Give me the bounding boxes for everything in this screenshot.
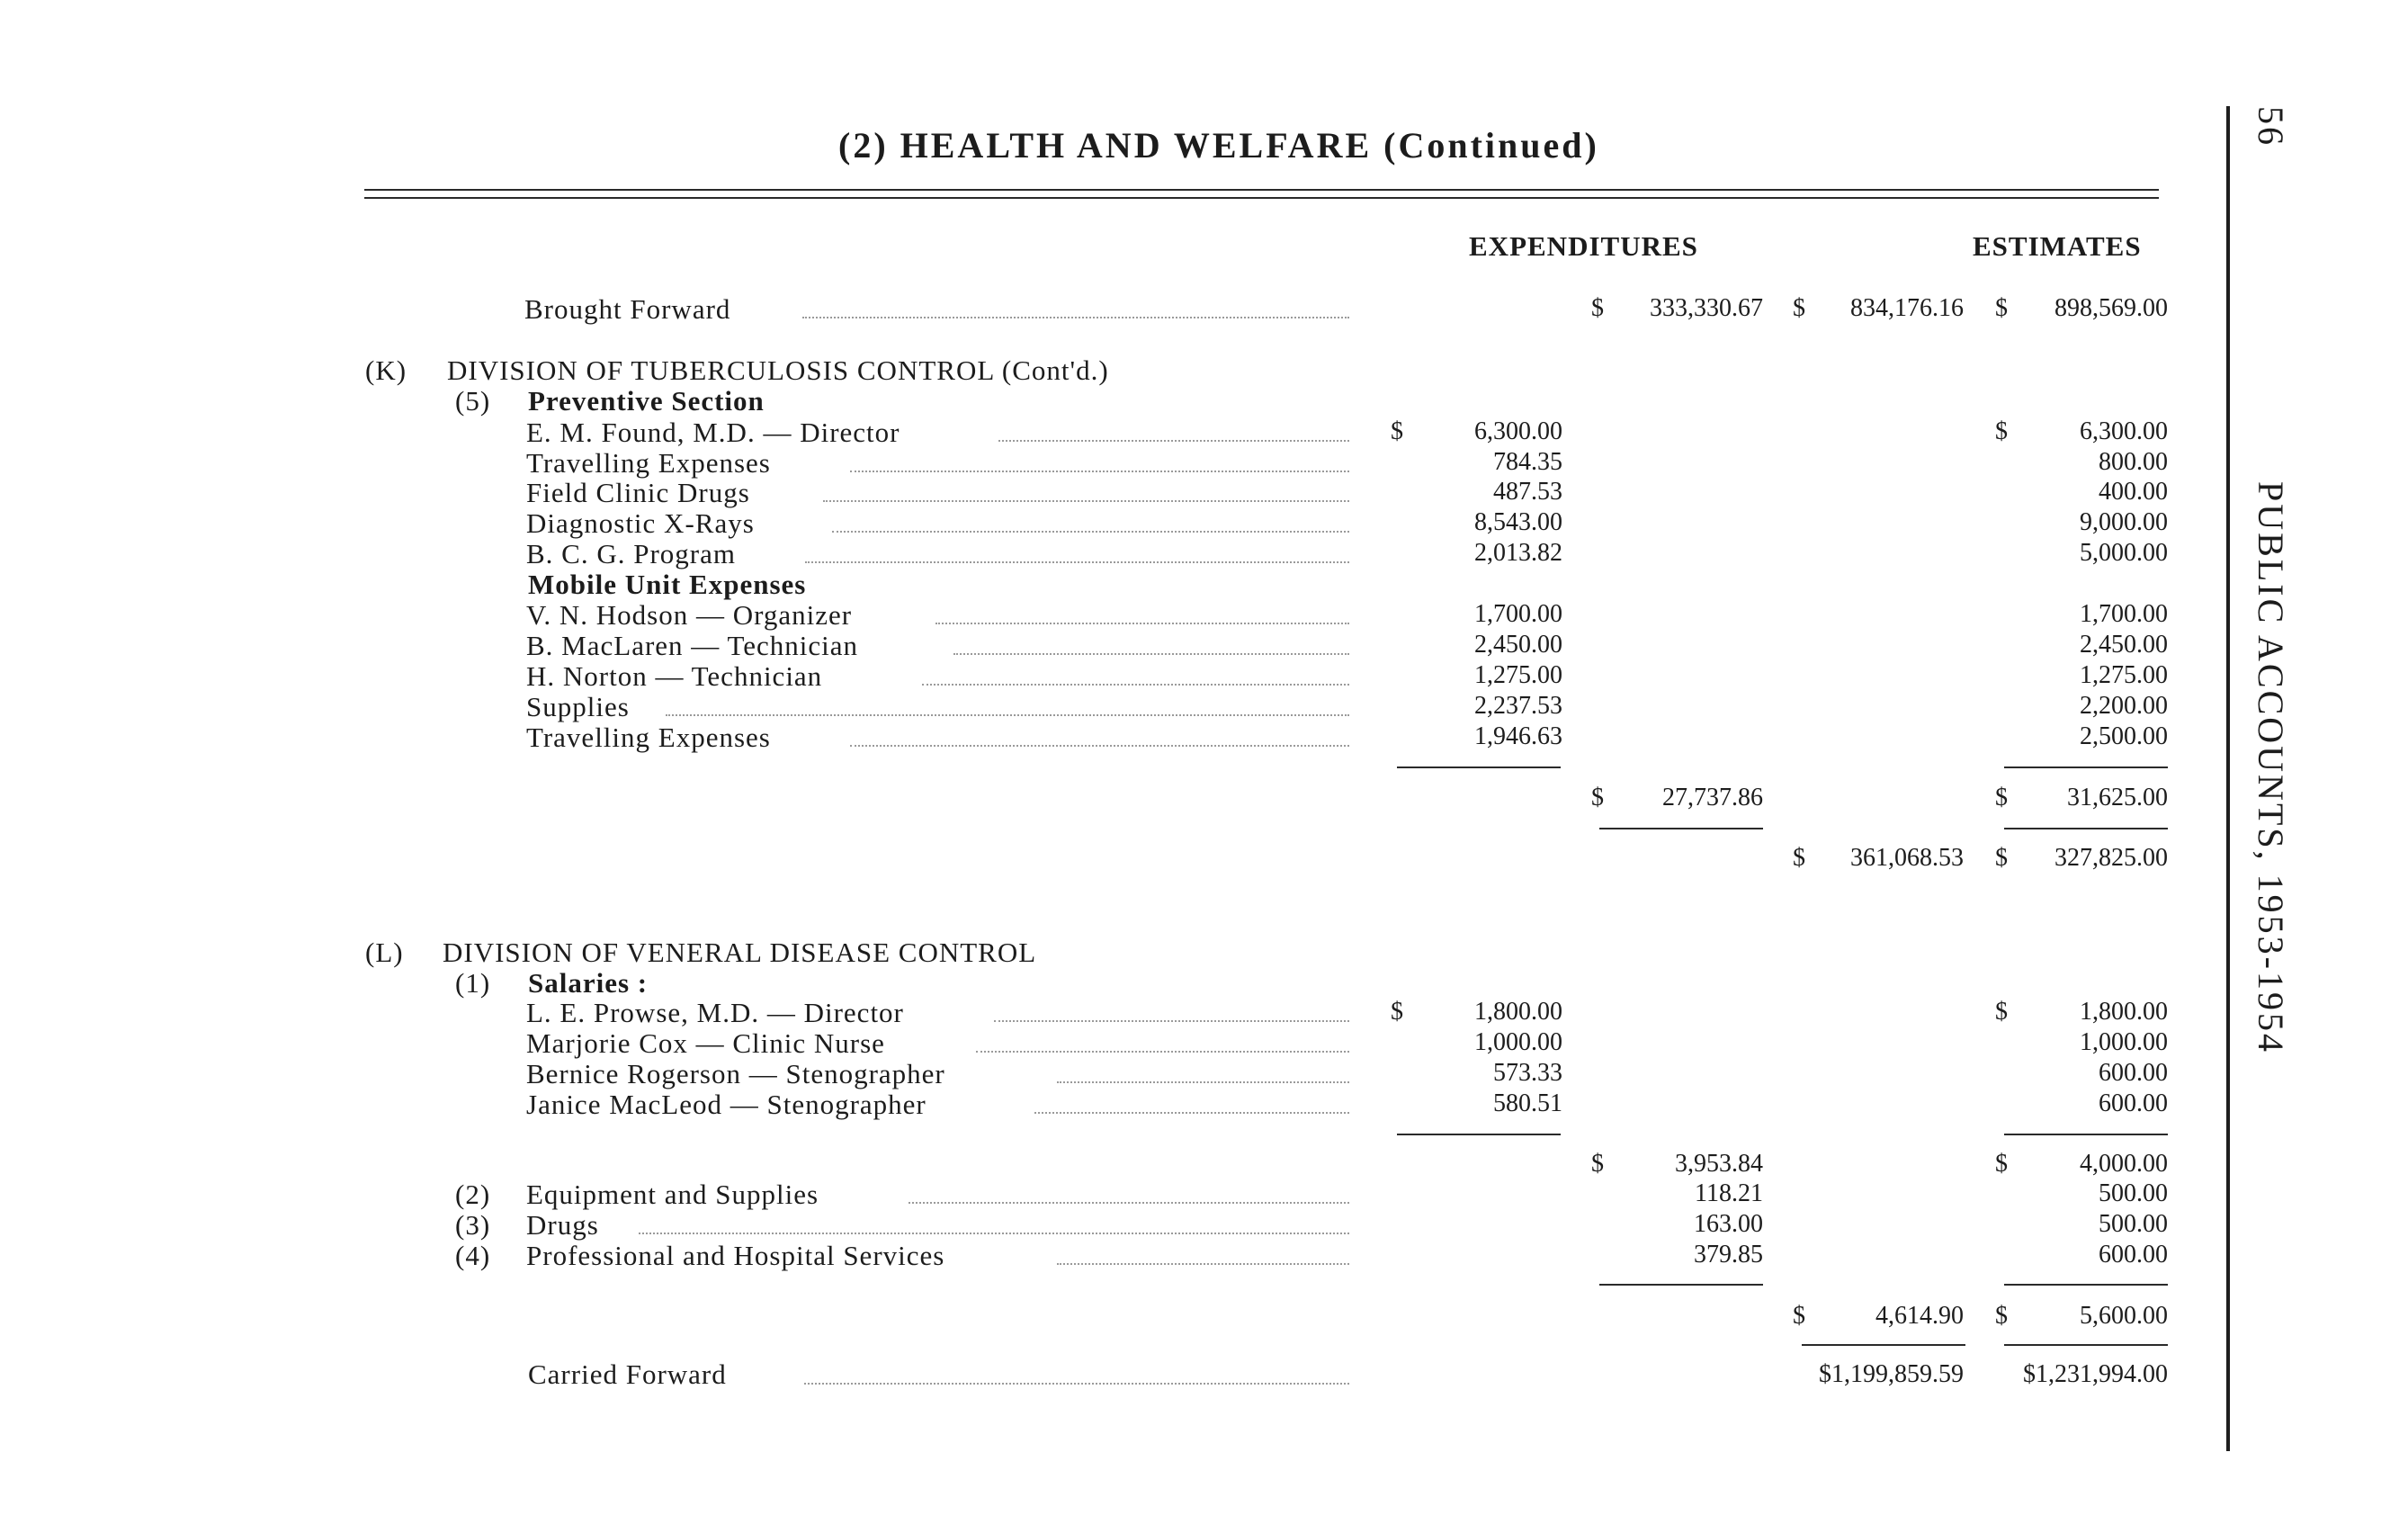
line-item-label: V. N. Hodson — Organizer: [526, 599, 853, 631]
line-item-label: Equipment and Supplies: [526, 1179, 819, 1210]
line-item-expenditure: 1,700.00: [1474, 600, 1562, 628]
line-item-label: Bernice Rogerson — Stenographer: [526, 1058, 945, 1089]
leader-dots: [935, 623, 1349, 624]
line-item-expenditure: 2,013.82: [1474, 539, 1562, 567]
currency-sign: $: [1995, 294, 2008, 322]
subtotal-rule: [2004, 1284, 2168, 1286]
line-item-expenditure: 379.85: [1694, 1241, 1763, 1269]
item-number: (3): [455, 1209, 491, 1241]
leader-dots: [805, 561, 1349, 563]
subtotal-rule: [1397, 1134, 1561, 1135]
salaries-number: (1): [455, 967, 491, 999]
leader-dots: [639, 1233, 1349, 1234]
margin-line: [2226, 106, 2230, 1451]
section-title: Preventive Section: [528, 385, 765, 417]
line-item-expenditure: 8,543.00: [1474, 508, 1562, 536]
leader-dots: [909, 1202, 1349, 1204]
leader-dots: [850, 745, 1349, 747]
division-l-total-expenditure: 4,614.90: [1875, 1302, 1964, 1330]
leader-dots: [1057, 1263, 1349, 1265]
total-rule: [1802, 1344, 1965, 1346]
currency-sign: $: [1391, 998, 1403, 1026]
brought-forward-col3: 834,176.16: [1850, 294, 1964, 322]
subtotal-rule: [1397, 766, 1561, 768]
leader-dots: [998, 440, 1349, 442]
line-item-estimate: 500.00: [2099, 1179, 2168, 1207]
division-k-letter: (K): [365, 354, 407, 386]
line-item-expenditure: 1,275.00: [1474, 661, 1562, 689]
currency-sign: $: [1391, 417, 1403, 445]
currency-sign: $: [1793, 844, 1805, 872]
total-rule: [2004, 1344, 2168, 1346]
leader-dots: [976, 1051, 1349, 1053]
division-l-letter: (L): [365, 937, 404, 968]
leader-dots: [804, 1383, 1349, 1385]
line-item-label: B. C. G. Program: [526, 538, 736, 569]
line-item-expenditure: 2,450.00: [1474, 631, 1562, 659]
line-item-label: L. E. Prowse, M.D. — Director: [526, 997, 904, 1028]
line-item-expenditure: 573.33: [1493, 1059, 1562, 1087]
brought-forward-col2: 333,330.67: [1650, 294, 1763, 322]
line-item-label: Drugs: [526, 1209, 599, 1241]
line-item-estimate: 600.00: [2099, 1241, 2168, 1269]
line-item-estimate: 1,700.00: [2080, 600, 2168, 628]
line-item-expenditure: 1,000.00: [1474, 1028, 1562, 1056]
line-item-expenditure: 1,800.00: [1474, 998, 1562, 1026]
line-item-estimate: 1,000.00: [2080, 1028, 2168, 1056]
line-item-estimate: 2,200.00: [2080, 692, 2168, 720]
leader-dots: [802, 317, 1349, 318]
section-total-expenditure: 27,737.86: [1662, 784, 1763, 811]
line-item-estimate: 1,275.00: [2080, 661, 2168, 689]
division-k-total-expenditure: 361,068.53: [1850, 844, 1964, 872]
line-item-expenditure: 6,300.00: [1474, 417, 1562, 445]
currency-sign: $: [1591, 1150, 1604, 1178]
brought-forward-label: Brought Forward: [524, 293, 731, 325]
carried-forward-label: Carried Forward: [528, 1358, 727, 1390]
line-item-expenditure: 2,237.53: [1474, 692, 1562, 720]
line-item-estimate: 1,800.00: [2080, 998, 2168, 1026]
leader-dots: [666, 714, 1349, 716]
currency-sign: $: [1995, 784, 2008, 811]
line-item-label: Field Clinic Drugs: [526, 477, 750, 508]
line-item-label: Professional and Hospital Services: [526, 1240, 945, 1271]
brought-forward-col4: 898,569.00: [2054, 294, 2168, 322]
leader-dots: [953, 653, 1349, 655]
currency-sign: $: [1591, 294, 1604, 322]
side-page-number: 56: [2251, 106, 2291, 148]
line-item-estimate: 400.00: [2099, 478, 2168, 506]
item-number: (4): [455, 1240, 491, 1271]
line-item-estimate: 9,000.00: [2080, 508, 2168, 536]
line-item-label: Travelling Expenses: [526, 722, 771, 753]
side-running-title: PUBLIC ACCOUNTS, 1953-1954: [2251, 481, 2291, 1054]
line-item-label: Supplies: [526, 691, 630, 722]
item-number: (2): [455, 1179, 491, 1210]
salaries-total-estimate: 4,000.00: [2080, 1150, 2168, 1178]
currency-sign: $: [1591, 784, 1604, 811]
line-item-expenditure: 784.35: [1493, 448, 1562, 476]
line-item-expenditure: 118.21: [1695, 1179, 1763, 1207]
line-item-expenditure: 487.53: [1493, 478, 1562, 506]
currency-sign: $: [1793, 294, 1805, 322]
leader-dots: [1034, 1112, 1349, 1114]
carried-forward-col3: $1,199,859.59: [1819, 1360, 1964, 1388]
column-heading-expenditures: EXPENDITURES: [1469, 230, 1698, 262]
leader-dots: [832, 531, 1349, 533]
leader-dots: [994, 1020, 1349, 1022]
line-item-estimate: 800.00: [2099, 448, 2168, 476]
currency-sign: $: [1995, 1302, 2008, 1330]
line-item-estimate: 6,300.00: [2080, 417, 2168, 445]
line-item-label: B. MacLaren — Technician: [526, 630, 859, 661]
column-heading-estimates: ESTIMATES: [1973, 230, 2142, 262]
leader-dots: [922, 684, 1349, 686]
line-item-estimate: 5,000.00: [2080, 539, 2168, 567]
line-item-label: Janice MacLeod — Stenographer: [526, 1089, 926, 1120]
currency-sign: $: [1995, 998, 2008, 1026]
line-item-estimate: 500.00: [2099, 1210, 2168, 1238]
section-number: (5): [455, 385, 491, 417]
page-title: (2) HEALTH AND WELFARE (Continued): [838, 125, 1599, 166]
title-rule-bottom: [364, 197, 2159, 199]
line-item-estimate: 600.00: [2099, 1059, 2168, 1087]
division-k-title: DIVISION OF TUBERCULOSIS CONTROL (Cont'd.): [447, 354, 1109, 386]
subtotal-rule: [2004, 1134, 2168, 1135]
subtotal-rule: [2004, 828, 2168, 829]
line-item-expenditure: 580.51: [1493, 1089, 1562, 1117]
subtotal-rule: [2004, 766, 2168, 768]
carried-forward-col4: $1,231,994.00: [2023, 1360, 2168, 1388]
salaries-heading: Salaries :: [528, 967, 649, 999]
salaries-total-expenditure: 3,953.84: [1675, 1150, 1763, 1178]
mobile-unit-heading: Mobile Unit Expenses: [528, 569, 807, 600]
section-total-estimate: 31,625.00: [2067, 784, 2168, 811]
line-item-estimate: 2,450.00: [2080, 631, 2168, 659]
line-item-label: Marjorie Cox — Clinic Nurse: [526, 1027, 885, 1059]
subtotal-rule: [1599, 1284, 1763, 1286]
currency-sign: $: [1995, 1150, 2008, 1178]
line-item-expenditure: 163.00: [1694, 1210, 1763, 1238]
division-l-title: DIVISION OF VENERAL DISEASE CONTROL: [443, 937, 1037, 968]
currency-sign: $: [1793, 1302, 1805, 1330]
line-item-label: Travelling Expenses: [526, 447, 771, 479]
line-item-label: Diagnostic X-Rays: [526, 507, 755, 539]
division-k-total-estimate: 327,825.00: [2054, 844, 2168, 872]
leader-dots: [850, 471, 1349, 472]
currency-sign: $: [1995, 417, 2008, 445]
title-rule-top: [364, 189, 2159, 191]
subtotal-rule: [1599, 828, 1763, 829]
currency-sign: $: [1995, 844, 2008, 872]
leader-dots: [823, 500, 1349, 502]
line-item-label: H. Norton — Technician: [526, 660, 823, 692]
line-item-estimate: 2,500.00: [2080, 722, 2168, 750]
division-l-total-estimate: 5,600.00: [2080, 1302, 2168, 1330]
line-item-estimate: 600.00: [2099, 1089, 2168, 1117]
line-item-expenditure: 1,946.63: [1474, 722, 1562, 750]
leader-dots: [1057, 1081, 1349, 1083]
line-item-label: E. M. Found, M.D. — Director: [526, 417, 900, 448]
